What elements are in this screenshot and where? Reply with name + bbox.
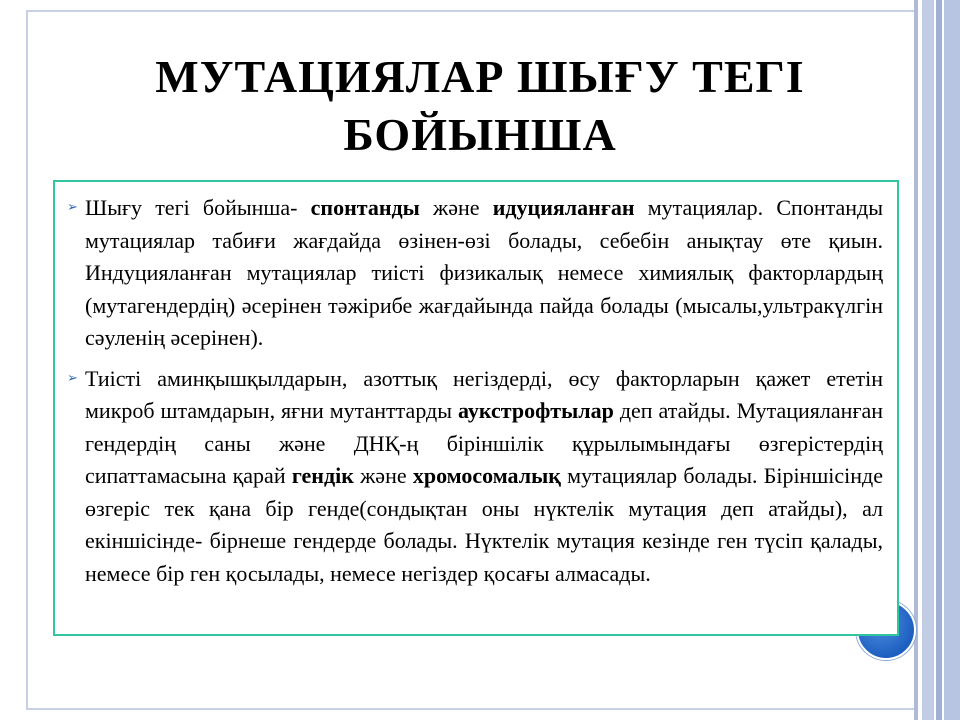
slide-frame-left bbox=[26, 10, 28, 710]
bold-term-induced: идуцияланған bbox=[492, 195, 635, 220]
content-box bbox=[53, 180, 899, 636]
arrow-bullet-icon: ➢ bbox=[67, 370, 78, 386]
bullet-item-1 bbox=[67, 192, 883, 355]
text-run: мутациялар. Спонтанды мутациялар табиғи жағдайда өзінен-өзі болады, себебін анықтау өте қиын. Индуцияланған мутациялар тиісті физикалық немесе химиялық факторлардың (мутагендердің) әсерінен тәжірибе жағдайында пайда болады (мысалы,ультракүлгін сәуленің әсерінен). bbox=[85, 195, 883, 350]
text-run: Шығу тегі бойынша- bbox=[85, 195, 311, 220]
bullet-text-1 bbox=[85, 192, 883, 355]
slide-frame-bottom bbox=[26, 708, 926, 710]
bullet-item-2 bbox=[67, 363, 883, 591]
bold-term-gene: гендік bbox=[291, 463, 354, 488]
bold-term-chromosomal: хромосомалық bbox=[412, 463, 561, 488]
arrow-bullet-icon: ➢ bbox=[67, 200, 78, 215]
text-run: және bbox=[353, 463, 413, 488]
slide-frame-top bbox=[26, 10, 926, 12]
text-run: Тиісті аминқышқылдарын, азоттық негіздерді, өсу факторларын қажет ететін микроб штамдарын, яғни мутанттарды bbox=[85, 365, 883, 423]
text-run: мутациялар болады. Біріншісінде өзгеріс тек қана бір генде(сондықтан оны нүктелік мутация деп атайды), ал екіншісінде- бірнеше гендерде болады. Нүктелік мутация кезінде ген түсіп қалады, немесе бір ген қосылады, немесе негіздер қосағы алмасады. bbox=[85, 463, 883, 586]
bold-term-spontaneous: спонтанды bbox=[310, 195, 420, 220]
bold-term-auxotrophs: аукстрофтылар bbox=[457, 398, 614, 423]
bullet-text-2 bbox=[85, 363, 883, 591]
slide-title: МУТАЦИЯЛАР ШЫҒУ ТЕГІ БОЙЫНША bbox=[155, 51, 805, 160]
text-run: және bbox=[419, 195, 493, 220]
decorative-side-rail bbox=[914, 0, 960, 720]
text-run: деп атайды. Мутацияланған гендердің саны және ДНҚ-ң біріншілік құрылымындағы өзгерістердің сипаттамасына қарай bbox=[85, 398, 884, 488]
